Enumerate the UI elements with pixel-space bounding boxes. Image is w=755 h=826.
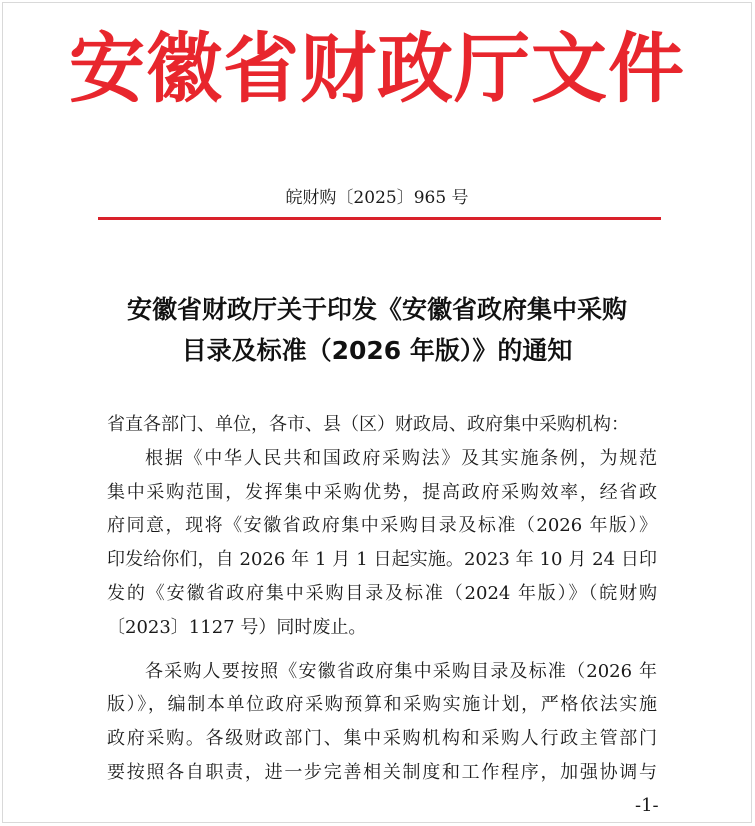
document-masthead: 安徽省财政厅文件: [69, 24, 685, 113]
document-body: [107, 408, 657, 790]
title-line: 安徽省财政厅关于印发《安徽省政府集中采购: [126, 295, 627, 324]
paragraph-line: 版）》，编制本单位政府采购预算和采购实施计划，严格依法实施: [107, 694, 657, 716]
paragraph-spacer: [107, 645, 657, 655]
page-number: -1-: [635, 795, 659, 816]
document-page: [2, 2, 752, 823]
paragraph-line: 发的《安徽省政府集中采购目录及标准（2024 年版）》（皖财购: [107, 582, 657, 604]
paragraph-line: 〔2023〕1127 号）同时废止。: [107, 616, 367, 638]
paragraph-1: [107, 442, 657, 645]
paragraph-line: 根据《中华人民共和国政府采购法》及其实施条例，为规范: [145, 447, 657, 469]
paragraph-2: [107, 655, 657, 790]
paragraph-line: 府同意，现将《安徽省政府集中采购目录及标准（2026 年版）》: [107, 515, 657, 537]
document-number: 皖财购〔2025〕965 号: [285, 188, 469, 208]
paragraph-line: 各采购人要按照《安徽省政府集中采购目录及标准（2026 年: [145, 660, 657, 682]
paragraph-line: 印发给你们，自 2026 年 1 月 1 日起实施。2023 年 10 月 24 日印: [107, 549, 657, 571]
paragraph-line: 政府采购。各级财政部门、集中采购机构和采购人行政主管部门: [107, 728, 657, 750]
salutation: 省直各部门、单位，各市、县（区）财政局、政府集中采购机构：: [107, 414, 629, 435]
paragraph-line: 要按照各自职责，进一步完善相关制度和工作程序，加强协调与: [107, 761, 657, 783]
document-title: [63, 289, 691, 371]
title-line: 目录及标准（2026 年版）》的通知: [181, 336, 573, 365]
red-divider-rule: [98, 217, 661, 220]
paragraph-line: 集中采购范围，发挥集中采购优势，提高政府采购效率，经省政: [107, 481, 657, 503]
